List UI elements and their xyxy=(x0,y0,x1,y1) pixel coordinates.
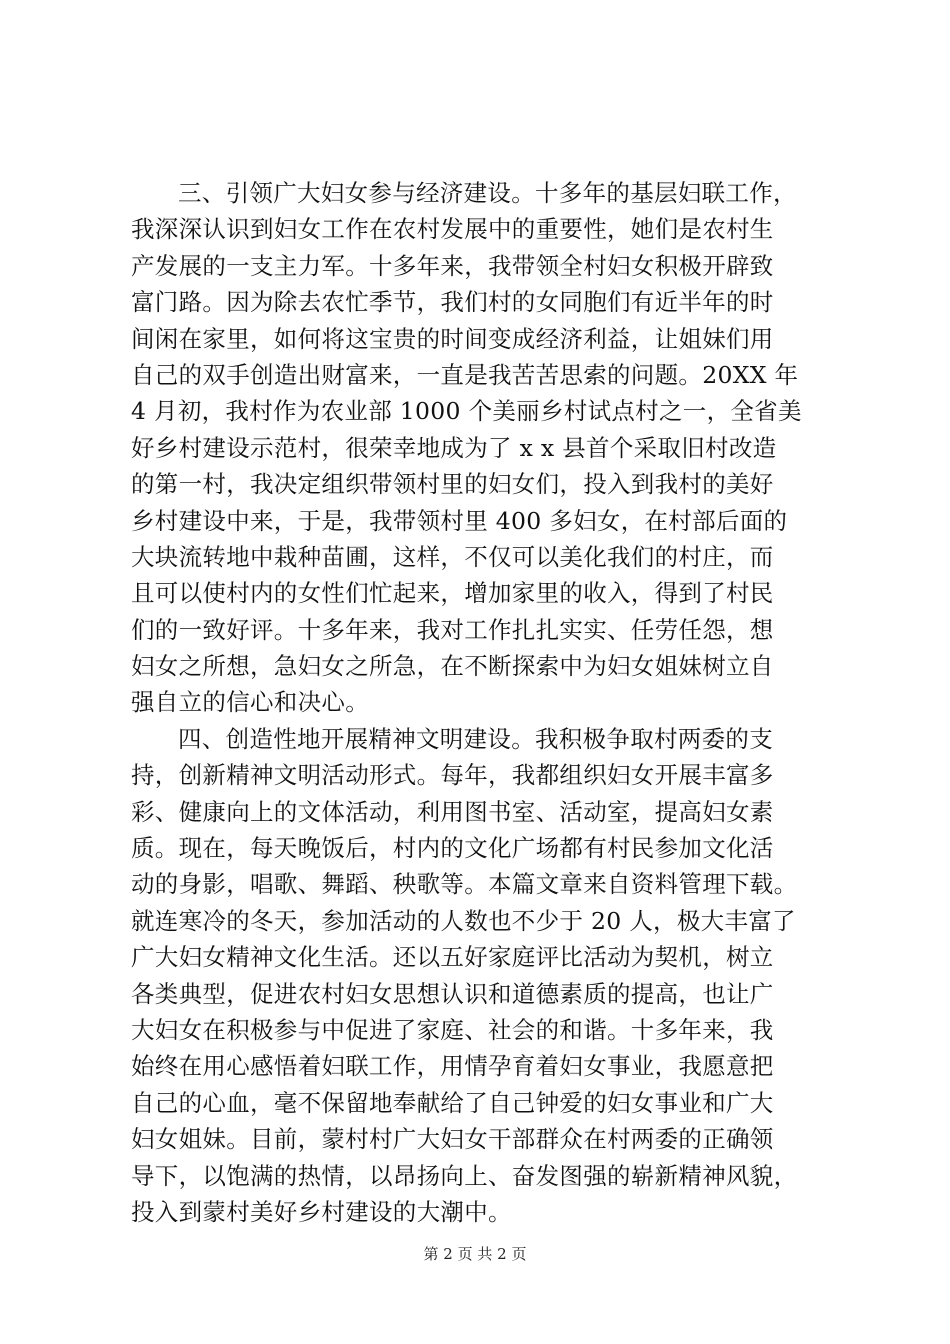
text-line: 彩、健康向上的文体活动，利用图书室、活动室，提高妇女素 xyxy=(131,797,774,826)
text-line: 产发展的一支主力军。十多年来，我带领全村妇女积极开辟致 xyxy=(131,251,774,280)
text-line: 就连寒冷的冬天，参加活动的人数也不少于 20 人，极大丰富了 xyxy=(131,906,796,935)
text-line: 且可以使村内的女性们忙起来，增加家里的收入，得到了村民 xyxy=(131,579,774,608)
text-line: 各类典型，促进农村妇女思想认识和道德素质的提高，也让广 xyxy=(131,979,774,1008)
text-line: 富门路。因为除去农忙季节，我们村的女同胞们有近半年的时 xyxy=(131,288,774,317)
document-body xyxy=(131,175,833,1230)
paragraph-spiritual-civilization xyxy=(131,721,833,1230)
text-line: 自己的双手创造出财富来，一直是我苦苦思索的问题。20XX 年 xyxy=(131,360,799,389)
text-line: 动的身影，唱歌、舞蹈、秧歌等。本篇文章来自资料管理下载。 xyxy=(131,870,798,899)
text-line: 投入到蒙村美好乡村建设的大潮中。 xyxy=(131,1197,512,1226)
page-footer xyxy=(0,1244,950,1264)
text-line: 大妇女在积极参与中促进了家庭、社会的和谐。十多年来，我 xyxy=(131,1015,774,1044)
page-number-label: 第 2 页 共 2 页 xyxy=(423,1245,527,1263)
text-line: 广大妇女精神文化生活。还以五好家庭评比活动为契机，树立 xyxy=(131,943,774,972)
text-line: 4 月初，我村作为农业部 1000 个美丽乡村试点村之一，全省美 xyxy=(131,397,802,426)
text-line: 三、引领广大妇女参与经济建设。十多年的基层妇联工作， xyxy=(178,179,797,207)
text-line: 妇女姐妹。目前，蒙村村广大妇女干部群众在村两委的正确领 xyxy=(131,1125,774,1154)
text-line: 强自立的信心和决心。 xyxy=(131,688,369,717)
text-line: 始终在用心感悟着妇联工作，用情孕育着妇女事业，我愿意把 xyxy=(131,1052,774,1081)
text-line: 好乡村建设示范村，很荣幸地成为了 x x 县首个采取旧村改造 xyxy=(131,433,777,462)
text-line: 乡村建设中来，于是，我带领村里 400 多妇女，在村部后面的 xyxy=(131,506,788,535)
text-line: 大块流转地中栽种苗圃，这样，不仅可以美化我们的村庄，而 xyxy=(131,542,774,571)
text-line: 们的一致好评。十多年来，我对工作扎扎实实、任劳任怨，想 xyxy=(131,615,774,644)
text-line: 质。现在，每天晚饭后，村内的文化广场都有村民参加文化活 xyxy=(131,834,774,863)
text-line: 的第一村，我决定组织带领村里的妇女们，投入到我村的美好 xyxy=(131,470,774,499)
text-line: 四、创造性地开展精神文明建设。我积极争取村两委的支 xyxy=(178,724,773,753)
text-line: 自己的心血，毫不保留地奉献给了自己钟爱的妇女事业和广大 xyxy=(131,1088,774,1117)
text-line: 我深深认识到妇女工作在农村发展中的重要性，她们是农村生 xyxy=(131,215,774,244)
text-line: 导下，以饱满的热情，以昂扬向上、奋发图强的崭新精神风貌， xyxy=(131,1161,798,1190)
text-line: 间闲在家里，如何将这宝贵的时间变成经济利益，让姐妹们用 xyxy=(131,324,774,353)
text-line: 持，创新精神文明活动形式。每年，我都组织妇女开展丰富多 xyxy=(131,761,774,790)
text-line: 妇女之所想，急妇女之所急，在不断探索中为妇女姐妹树立自 xyxy=(131,652,774,681)
paragraph-economic-construction xyxy=(131,175,833,721)
